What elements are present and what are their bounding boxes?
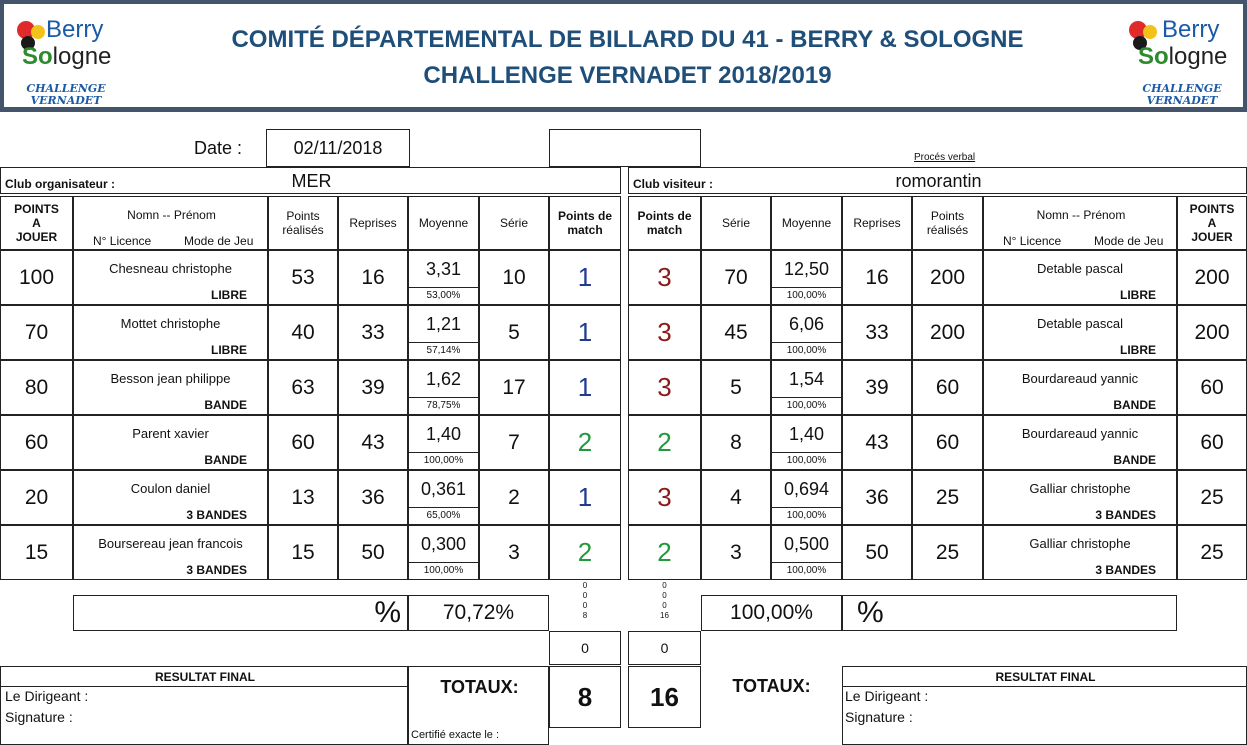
points-de-match-cell: 1 bbox=[549, 360, 621, 415]
empty-box bbox=[549, 129, 701, 167]
player-cell bbox=[983, 415, 1177, 470]
right-percent-value: 100,00% bbox=[701, 595, 842, 631]
serie-cell: 17 bbox=[479, 360, 549, 415]
moyenne-value: 0,500 bbox=[772, 526, 841, 563]
moyenne-percent: 100,00% bbox=[423, 454, 464, 466]
serie-cell: 4 bbox=[701, 470, 771, 525]
points-realises-cell: 13 bbox=[268, 470, 338, 525]
player-name: Chesneau christophe bbox=[109, 261, 232, 276]
right-percent-box bbox=[842, 595, 1177, 631]
club-organisateur-row bbox=[0, 167, 621, 194]
moyenne-percent: 100,00% bbox=[786, 564, 827, 576]
player-cell bbox=[73, 525, 268, 580]
moyenne-cell bbox=[771, 360, 842, 415]
date-label: Date : bbox=[194, 138, 243, 158]
points-de-match-cell: 1 bbox=[549, 470, 621, 525]
points-realises-cell: 53 bbox=[268, 250, 338, 305]
moyenne-percent: 100,00% bbox=[786, 509, 827, 521]
resultat-final-label: RESULTAT FINAL bbox=[155, 670, 255, 684]
points-de-match-cell: 3 bbox=[628, 305, 701, 360]
player-name: Coulon daniel bbox=[130, 481, 211, 496]
left-zero-cell: 0 bbox=[549, 631, 621, 665]
moyenne-percent: 100,00% bbox=[786, 399, 827, 411]
moyenne-value: 0,694 bbox=[772, 471, 841, 508]
player-name: Bourdareaud yannic bbox=[1021, 426, 1139, 441]
moyenne-value: 1,54 bbox=[772, 361, 841, 398]
club-organisateur-label: Club organisateur : bbox=[5, 177, 116, 191]
points-a-jouer-cell: 200 bbox=[1177, 250, 1247, 305]
percent-sign: % bbox=[857, 596, 884, 629]
serie-cell: 7 bbox=[479, 415, 549, 470]
club-organisateur-value[interactable]: MER bbox=[291, 171, 332, 191]
left-totaux-cell bbox=[408, 666, 549, 745]
col-points-a-jouer: POINTS A JOUER bbox=[1177, 196, 1247, 250]
reprises-cell: 43 bbox=[842, 415, 912, 470]
player-cell bbox=[983, 470, 1177, 525]
moyenne-percent: 65,00% bbox=[426, 509, 461, 521]
page-subtitle: CHALLENGE VERNADET 2018/2019 bbox=[423, 62, 832, 89]
points-realises-cell: 40 bbox=[268, 305, 338, 360]
points-a-jouer-cell: 80 bbox=[0, 360, 73, 415]
player-cell bbox=[983, 360, 1177, 415]
serie-cell: 2 bbox=[479, 470, 549, 525]
player-name: Detable pascal bbox=[1037, 316, 1123, 331]
moyenne-value: 0,300 bbox=[409, 526, 478, 563]
moyenne-cell bbox=[771, 470, 842, 525]
col-points-realises: Points réalisés bbox=[268, 196, 338, 250]
points-a-jouer-cell: 15 bbox=[0, 525, 73, 580]
serie-cell: 5 bbox=[479, 305, 549, 360]
mode-de-jeu: LIBRE bbox=[1120, 343, 1156, 357]
player-cell bbox=[983, 250, 1177, 305]
points-de-match-cell: 3 bbox=[628, 470, 701, 525]
points-realises-cell: 200 bbox=[912, 250, 983, 305]
moyenne-percent: 100,00% bbox=[786, 454, 827, 466]
reprises-cell: 36 bbox=[338, 470, 408, 525]
page-title: COMITÉ DÉPARTEMENTAL DE BILLARD DU 41 - BERRY & SOLOGNE bbox=[231, 26, 1024, 53]
dirigeant-label: Le Dirigeant : bbox=[845, 688, 929, 704]
proces-verbal-link[interactable]: Procés verbal bbox=[914, 152, 976, 163]
col-reprises: Reprises bbox=[842, 196, 912, 250]
col-moyenne: Moyenne bbox=[408, 196, 479, 250]
logo-sologne: Sologne bbox=[1138, 43, 1228, 70]
moyenne-cell bbox=[771, 250, 842, 305]
left-total: 8 bbox=[549, 666, 621, 728]
signature-label: Signature : bbox=[845, 709, 913, 725]
points-de-match-cell: 2 bbox=[628, 525, 701, 580]
serie-cell: 3 bbox=[701, 525, 771, 580]
moyenne-cell bbox=[771, 305, 842, 360]
serie-cell: 8 bbox=[701, 415, 771, 470]
points-a-jouer-cell: 20 bbox=[0, 470, 73, 525]
player-name: Mottet christophe bbox=[120, 316, 221, 331]
club-visiteur-row bbox=[628, 167, 1247, 194]
player-name: Besson jean philippe bbox=[110, 371, 231, 386]
points-a-jouer-cell: 70 bbox=[0, 305, 73, 360]
moyenne-cell bbox=[408, 250, 479, 305]
mode-de-jeu: 3 BANDES bbox=[186, 563, 247, 577]
points-a-jouer-cell: 25 bbox=[1177, 525, 1247, 580]
moyenne-percent: 57,14% bbox=[426, 344, 461, 356]
moyenne-value: 1,62 bbox=[409, 361, 478, 398]
certifie-label: Certifié exacte le : bbox=[411, 729, 500, 741]
player-cell bbox=[73, 305, 268, 360]
moyenne-percent: 100,00% bbox=[786, 289, 827, 301]
reprises-cell: 16 bbox=[338, 250, 408, 305]
col-reprises: Reprises bbox=[338, 196, 408, 250]
points-de-match-cell: 1 bbox=[549, 250, 621, 305]
totaux-label: TOTAUX: bbox=[440, 677, 519, 697]
mode-de-jeu: LIBRE bbox=[211, 343, 247, 357]
points-de-match-cell: 3 bbox=[628, 250, 701, 305]
mode-de-jeu: 3 BANDES bbox=[186, 508, 247, 522]
points-a-jouer-cell: 60 bbox=[1177, 360, 1247, 415]
mode-de-jeu: 3 BANDES bbox=[1095, 508, 1156, 522]
reprises-cell: 50 bbox=[338, 525, 408, 580]
reprises-cell: 16 bbox=[842, 250, 912, 305]
divider bbox=[1, 686, 407, 687]
header-banner bbox=[0, 0, 1247, 112]
moyenne-value: 1,40 bbox=[772, 416, 841, 453]
points-de-match-cell: 2 bbox=[549, 415, 621, 470]
points-a-jouer-cell: 25 bbox=[1177, 470, 1247, 525]
points-de-match-cell: 2 bbox=[628, 415, 701, 470]
logo-challenge: CHALLENGE VERNADET bbox=[1142, 82, 1222, 107]
moyenne-cell bbox=[408, 360, 479, 415]
col-serie: Série bbox=[701, 196, 771, 250]
player-name: Boursereau jean francois bbox=[98, 536, 243, 551]
col-points-realises: Points réalisés bbox=[912, 196, 983, 250]
serie-cell: 10 bbox=[479, 250, 549, 305]
moyenne-cell bbox=[408, 305, 479, 360]
reprises-cell: 43 bbox=[338, 415, 408, 470]
player-cell bbox=[983, 525, 1177, 580]
col-points-de-match: Points de match bbox=[628, 196, 701, 250]
points-realises-cell: 15 bbox=[268, 525, 338, 580]
right-logo bbox=[1126, 12, 1236, 108]
left-small-values: 0 0 0 8 bbox=[582, 581, 588, 620]
moyenne-cell bbox=[771, 415, 842, 470]
logo-berry: Berry bbox=[1162, 16, 1220, 43]
player-name: Galliar christophe bbox=[1029, 481, 1131, 496]
logo-sologne: Sologne bbox=[22, 43, 112, 70]
points-realises-cell: 200 bbox=[912, 305, 983, 360]
divider bbox=[843, 686, 1246, 687]
date-field[interactable]: 02/11/2018 bbox=[266, 129, 410, 167]
totaux-label: TOTAUX: bbox=[732, 676, 811, 696]
moyenne-percent: 78,75% bbox=[426, 399, 461, 411]
mode-de-jeu: BANDE bbox=[204, 453, 247, 467]
right-resultat-final bbox=[842, 666, 1247, 745]
points-realises-cell: 63 bbox=[268, 360, 338, 415]
points-realises-cell: 60 bbox=[912, 415, 983, 470]
moyenne-cell bbox=[408, 525, 479, 580]
points-a-jouer-cell: 200 bbox=[1177, 305, 1247, 360]
reprises-cell: 50 bbox=[842, 525, 912, 580]
mode-de-jeu: BANDE bbox=[204, 398, 247, 412]
points-a-jouer-cell: 100 bbox=[0, 250, 73, 305]
reprises-cell: 39 bbox=[842, 360, 912, 415]
moyenne-cell bbox=[771, 525, 842, 580]
moyenne-value: 6,06 bbox=[772, 306, 841, 343]
player-name: Bourdareaud yannic bbox=[1021, 371, 1139, 386]
dirigeant-label: Le Dirigeant : bbox=[5, 688, 89, 704]
points-a-jouer-cell: 60 bbox=[1177, 415, 1247, 470]
player-cell bbox=[73, 360, 268, 415]
reprises-cell: 39 bbox=[338, 360, 408, 415]
moyenne-percent: 100,00% bbox=[786, 344, 827, 356]
player-name: Detable pascal bbox=[1037, 261, 1123, 276]
serie-cell: 70 bbox=[701, 250, 771, 305]
reprises-cell: 36 bbox=[842, 470, 912, 525]
club-visiteur-label: Club visiteur : bbox=[633, 177, 714, 191]
mode-de-jeu: LIBRE bbox=[211, 288, 247, 302]
mode-de-jeu: 3 BANDES bbox=[1095, 563, 1156, 577]
moyenne-value: 3,31 bbox=[409, 251, 478, 288]
right-small-values: 0 0 0 16 bbox=[660, 581, 669, 620]
logo-berry: Berry bbox=[46, 16, 104, 43]
col-points-de-match: Points de match bbox=[549, 196, 621, 250]
reprises-cell: 33 bbox=[338, 305, 408, 360]
percent-sign: % bbox=[374, 596, 401, 629]
mode-de-jeu: BANDE bbox=[1113, 453, 1156, 467]
points-de-match-cell: 2 bbox=[549, 525, 621, 580]
moyenne-value: 0,361 bbox=[409, 471, 478, 508]
left-percent-box bbox=[73, 595, 408, 631]
player-cell bbox=[73, 250, 268, 305]
col-moyenne: Moyenne bbox=[771, 196, 842, 250]
points-a-jouer-cell: 60 bbox=[0, 415, 73, 470]
player-name: Galliar christophe bbox=[1029, 536, 1131, 551]
player-cell bbox=[73, 470, 268, 525]
moyenne-value: 12,50 bbox=[772, 251, 841, 288]
serie-cell: 3 bbox=[479, 525, 549, 580]
moyenne-value: 1,40 bbox=[409, 416, 478, 453]
col-serie: Série bbox=[479, 196, 549, 250]
player-cell bbox=[73, 415, 268, 470]
points-realises-cell: 25 bbox=[912, 470, 983, 525]
moyenne-cell bbox=[408, 470, 479, 525]
player-cell bbox=[983, 305, 1177, 360]
points-realises-cell: 60 bbox=[268, 415, 338, 470]
points-realises-cell: 60 bbox=[912, 360, 983, 415]
points-realises-cell: 25 bbox=[912, 525, 983, 580]
col-nom: Nomn -- Prénom N° Licence Mode de Jeu bbox=[983, 196, 1177, 250]
moyenne-percent: 53,00% bbox=[426, 289, 461, 301]
club-visiteur-value[interactable]: romorantin bbox=[895, 171, 982, 191]
logo-challenge: CHALLENGE VERNADET bbox=[26, 82, 106, 107]
left-percent-value: 70,72% bbox=[408, 595, 549, 631]
points-de-match-cell: 1 bbox=[549, 305, 621, 360]
mode-de-jeu: BANDE bbox=[1113, 398, 1156, 412]
moyenne-value: 1,21 bbox=[409, 306, 478, 343]
moyenne-percent: 100,00% bbox=[423, 564, 464, 576]
serie-cell: 5 bbox=[701, 360, 771, 415]
serie-cell: 45 bbox=[701, 305, 771, 360]
right-total: 16 bbox=[628, 666, 701, 728]
right-zero-cell: 0 bbox=[628, 631, 701, 665]
signature-label: Signature : bbox=[5, 709, 73, 725]
points-de-match-cell: 3 bbox=[628, 360, 701, 415]
resultat-final-label: RESULTAT FINAL bbox=[995, 670, 1096, 684]
col-nom: Nomn -- Prénom N° Licence Mode de Jeu bbox=[73, 196, 268, 250]
col-points-a-jouer: POINTS A JOUER bbox=[0, 196, 73, 250]
left-resultat-final bbox=[0, 666, 408, 745]
moyenne-cell bbox=[408, 415, 479, 470]
player-name: Parent xavier bbox=[132, 426, 209, 441]
mode-de-jeu: LIBRE bbox=[1120, 288, 1156, 302]
reprises-cell: 33 bbox=[842, 305, 912, 360]
